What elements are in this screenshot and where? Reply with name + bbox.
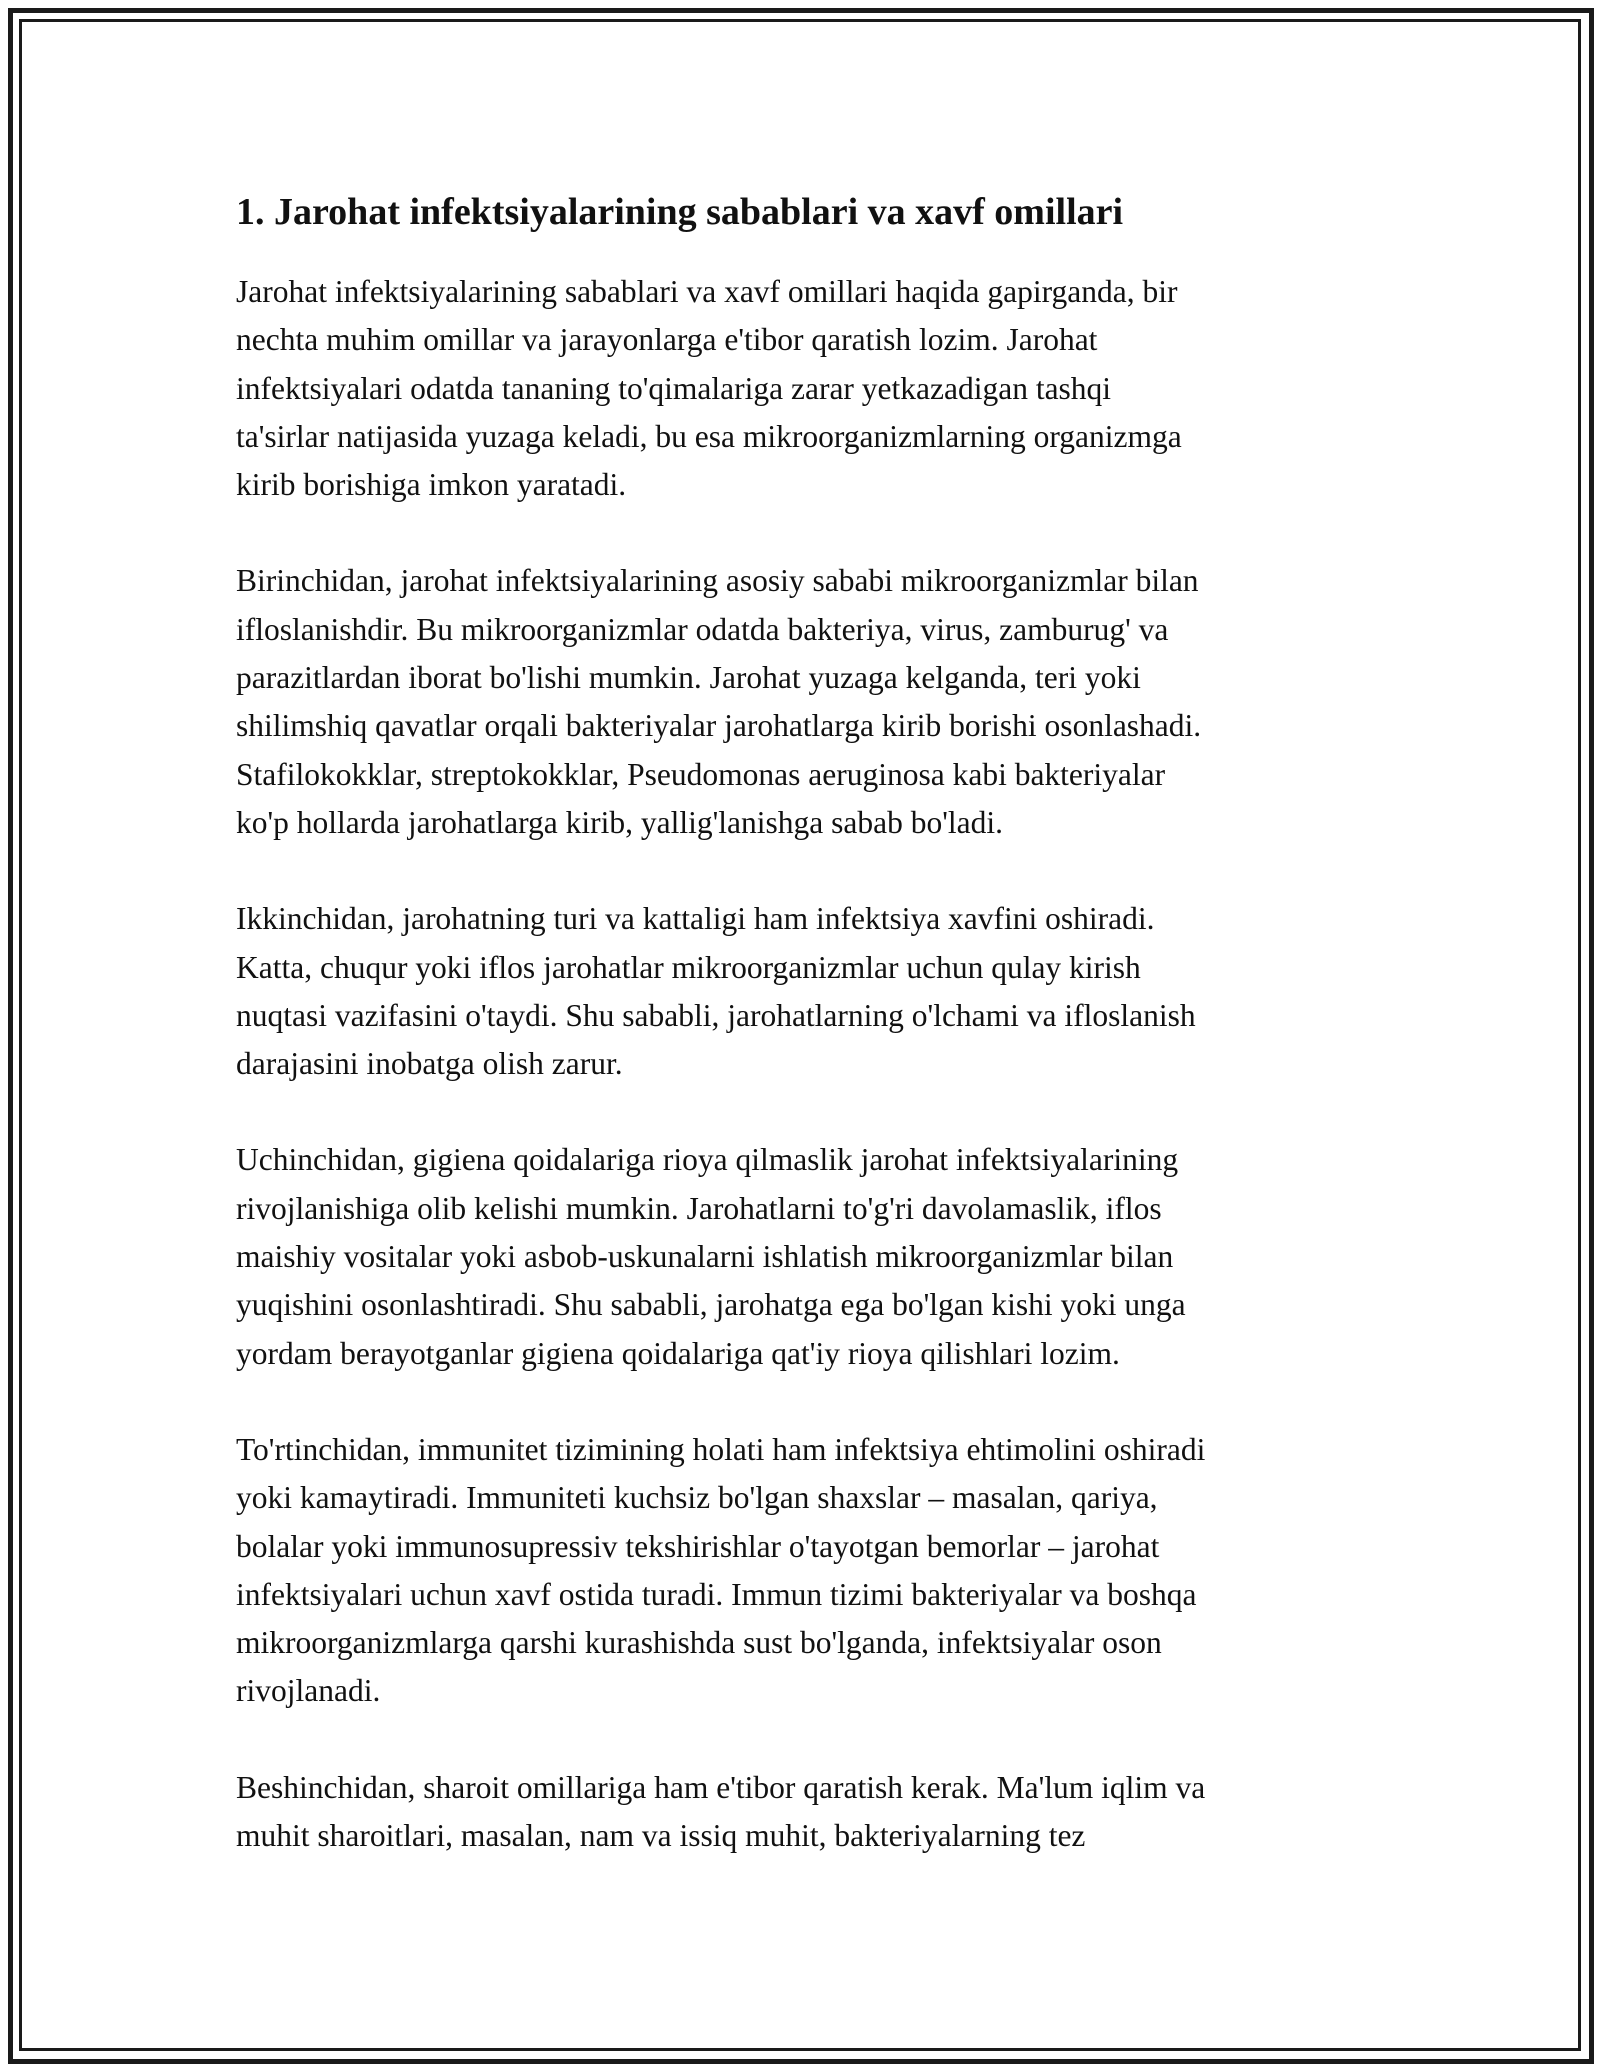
text-line: yoki kamaytiradi. Immuniteti kuchsiz bo'lgan shaxslar – masalan, qariya, xyxy=(236,1480,1158,1516)
paragraph-third xyxy=(236,1136,1396,1377)
text-line: To'rtinchidan, immunitet tizimining holati ham infektsiya ehtimolini oshiradi xyxy=(236,1431,1206,1467)
text-line: Birinchidan, jarohat infektsiyalarining asosiy sababi mikroorganizmlar bilan xyxy=(236,563,1199,599)
section-heading: 1. Jarohat infektsiyalarining sabablari va xavf omillari xyxy=(236,191,1124,233)
paragraph-fifth xyxy=(236,1764,1396,1861)
text-line: bolalar yoki immunosupressiv tekshirishlar o'tayotgan bemorlar – jarohat xyxy=(236,1528,1160,1564)
text-line: mikroorganizmlarga qarshi kurashishda sust bo'lganda, infektsiyalar oson xyxy=(236,1625,1162,1661)
text-line: Uchinchidan, gigiena qoidalariga rioya qilmaslik jarohat infektsiyalarining xyxy=(236,1142,1179,1178)
text-line: yordam berayotganlar gigiena qoidalariga qat'iy rioya qilishlari lozim. xyxy=(236,1335,1120,1371)
text-line: rivojlanadi. xyxy=(236,1673,381,1709)
text-line: Stafilokokklar, streptokokklar, Pseudomonas aeruginosa kabi bakteriyalar xyxy=(236,756,1166,792)
text-line: Beshinchidan, sharoit omillariga ham e'tibor qaratish kerak. Ma'lum iqlim va xyxy=(236,1769,1206,1805)
paragraph-fourth xyxy=(236,1426,1396,1716)
text-line: Ikkinchidan, jarohatning turi va kattaligi ham infektsiya xavfini oshiradi. xyxy=(236,901,1155,937)
text-line: maishiy vositalar yoki asbob-uskunalarni ishlatish mikroorganizmlar bilan xyxy=(236,1239,1174,1275)
text-line: muhit sharoitlari, masalan, nam va issiq muhit, bakteriyalarning tez xyxy=(236,1818,1086,1854)
text-line: infektsiyalari odatda tananing to'qimalariga zarar yetkazadigan tashqi xyxy=(236,370,1112,406)
text-line: parazitlardan iborat bo'lishi mumkin. Jarohat yuzaga kelganda, teri yoki xyxy=(236,660,1141,696)
document-body xyxy=(236,184,1396,1908)
text-line: kirib borishiga imkon yaratadi. xyxy=(236,467,627,503)
text-line: ifloslanishdir. Bu mikroorganizmlar odatda bakteriya, virus, zamburug' va xyxy=(236,611,1169,647)
text-line: ta'sirlar natijasida yuzaga keladi, bu esa mikroorganizmlarning organizmga xyxy=(236,418,1182,454)
text-line: nechta muhim omillar va jarayonlarga e'tibor qaratish lozim. Jarohat xyxy=(236,322,1098,358)
text-line: yuqishini osonlashtiradi. Shu sababli, jarohatga ega bo'lgan kishi yoki unga xyxy=(236,1287,1186,1323)
text-line: nuqtasi vazifasini o'taydi. Shu sababli, jarohatlarning o'lchami va ifloslanish xyxy=(236,997,1196,1033)
text-line: rivojlanishiga olib kelishi mumkin. Jarohatlarni to'g'ri davolamaslik, iflos xyxy=(236,1190,1162,1226)
text-line: shilimshiq qavatlar orqali bakteriyalar jarohatlarga kirib borishi osonlashadi. xyxy=(236,708,1202,744)
paragraph-second xyxy=(236,895,1396,1088)
text-line: Jarohat infektsiyalarining sabablari va xavf omillari haqida gapirganda, bir xyxy=(236,274,1178,309)
text-line: ko'p hollarda jarohatlarga kirib, yallig'lanishga sabab bo'ladi. xyxy=(236,804,1003,840)
paragraph-intro xyxy=(236,268,1396,509)
text-line: Katta, chuqur yoki iflos jarohatlar mikroorganizmlar uchun qulay kirish xyxy=(236,949,1141,985)
text-line: infektsiyalari uchun xavf ostida turadi. Immun tizimi bakteriyalar va boshqa xyxy=(236,1576,1197,1612)
paragraph-first xyxy=(236,557,1396,847)
text-line: darajasini inobatga olish zarur. xyxy=(236,1046,623,1082)
